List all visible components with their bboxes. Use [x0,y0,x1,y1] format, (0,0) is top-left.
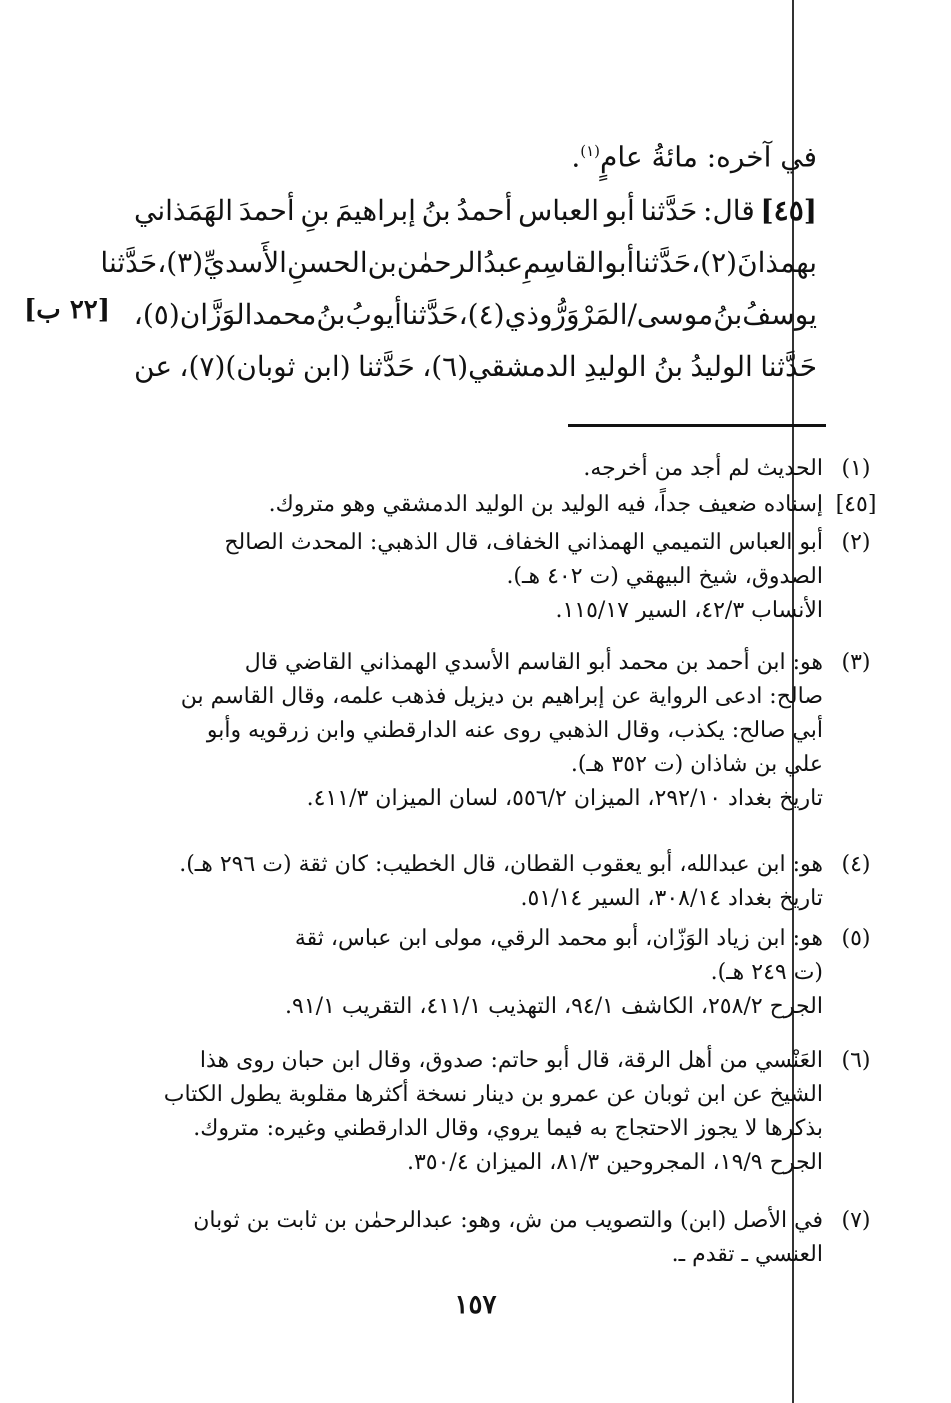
footnote-line: العنسي ـ تقدم ـ. [671,1242,823,1267]
line2-word: الهَمَذاني [134,194,234,227]
manuscript-folio-ref: [٢٢ ب] [24,295,111,325]
line3-word: القاسِمِ [523,246,605,279]
footnote-number: [٤٥] [835,492,877,517]
line3-word: بن [367,246,397,279]
line4-word: حَدَّثنا [401,298,459,331]
line5-word: حَدَّثنا [760,350,817,383]
footnote-line: بذكرها لا يجوز الاحتجاج به فيما يروي، وقال الدارقطني وغيره: متروك. [193,1116,823,1141]
line2-word: بنِ [300,194,330,227]
line4-word: الوَزَّان(٥)، [133,298,253,331]
footnote-number: (٦) [841,1048,871,1073]
footnote-line: تاريخ بغداد ٣٠٨/١٤، السير ٥١/١٤. [520,886,823,911]
footnote-line: (ت ٢٤٩ هـ). [710,960,823,985]
line2-word: أبو [604,194,635,227]
footnote-line: صالح: ادعى الرواية عن إبراهيم بن ديزيل فذهب علمه، وقال القاسم بن [180,684,823,709]
line5-word: ثوبان)(٧)، [179,350,296,383]
line2-word: حَدَّثنا [640,194,698,227]
line4-word: محمد [252,298,317,331]
footnote-line: في الأصل (ابن) والتصويب من ش، وهو: عبدالرحمٰن بن ثابت بن ثوبان [193,1208,823,1233]
footnote-number: (٤) [841,852,871,877]
line5-word: الوليدُ [690,350,753,383]
line2-word: إبراهيمَ [335,194,416,227]
line4-word: يوسفُ [742,298,817,331]
line3-word: أبو [604,246,635,279]
footnote [134,452,871,486]
line2-word: أحمدَ [238,194,295,227]
footnote-line: العَنْسي من أهل الرقة، قال أبو حاتم: صدوق، وقال ابن حبان روى هذا [199,1048,823,1073]
main-line-1 [571,128,817,180]
main-line-3 [100,240,817,286]
footnote [134,848,871,916]
line5-word: بنُ [653,350,683,383]
footnote-line: إسناده ضعيف جداً، فيه الوليد بن الوليد الدمشقي وهو متروك. [268,492,823,517]
footnote-line: تاريخ بغداد ٢٩٢/١٠، الميزان ٥٥٦/٢، لسان الميزان ٤١١/٣. [306,786,823,811]
line2-word: أحمدُ [456,194,513,227]
line2-word: بنُ [421,194,451,227]
footnote-ref-1: (١) [580,142,601,160]
footnote-line: هو: ابن أحمد بن محمد أبو القاسم الأسدي الهمذاني القاضي قال [244,650,823,675]
line2-word: قال: [703,194,755,227]
footnote [134,1204,871,1272]
footnote-separator [568,424,826,427]
page-number: ١٥٧ [454,1290,497,1320]
line4-word: بنُ [713,298,743,331]
footnote [134,646,871,816]
footnote [134,526,871,628]
footnote-line: أبو العباس التميمي الهمذاني الخفاف، قال الذهبي: المحدث الصالح [224,530,823,555]
hadith-number: [٤٥] [760,194,817,227]
footnote-line: علي بن شاذان (ت ٣٥٢ هـ). [570,752,823,777]
main-line-4 [134,292,817,338]
line4-word: موسى/ [627,298,714,331]
line3-word: الأَسديِّ(٣)، [157,246,287,279]
line2-word: العباس [518,194,600,227]
line4-word: بنُ [316,298,346,331]
line3-word: عبدُالرحمٰن [396,246,524,279]
line5-word: الوليدِ [584,350,647,383]
line5-word: الدمشقي(٦)، [422,350,577,383]
line5-word: حَدَّثنا [358,350,415,383]
line4-word: أيوبُ [345,298,402,331]
line5-word: عن [134,350,173,383]
line5-word: (ابن [302,350,351,383]
footnote-line: الشيخ عن ابن ثوبان عن عمرو بن دينار نسخة أكثرها مقلوبة يطول الكتاب [163,1082,823,1107]
line4-word: المَرْوَرُّوذي(٤)، [458,298,628,331]
footnote [134,922,871,1024]
main-line-2 [134,188,817,234]
footnote-line: الأنساب ٤٢/٣، السير ١١٥/١٧. [555,598,823,623]
main-line-1-text: في آخره: مائةُ عامٍ [600,140,817,174]
footnote-number: (١) [841,456,871,481]
footnote-line: هو: ابن عبدالله، أبو يعقوب القطان، قال الخطيب: كان ثقة (ت ٢٩٦ هـ). [179,852,823,877]
line3-word: حَدَّثنا [634,246,692,279]
line3-word: بهمذانَ(٢)، [691,246,817,279]
footnote [134,1044,871,1180]
footnote-number: (٣) [841,650,871,675]
footnote-line: هو: ابن زياد الوَزّان، أبو محمد الرقي، مولى ابن عباس، ثقة [294,926,823,951]
footnote-line: الجرح ١٩/٩، المجروحين ٨١/٣، الميزان ٣٥٠/٤. [406,1150,823,1175]
footnote-number: (٢) [841,530,871,555]
main-line-1-end: . [571,140,581,174]
footnote-number: (٧) [841,1208,871,1233]
footnote-line: الحديث لم أجد من أخرجه. [583,456,823,481]
main-line-5 [134,344,817,390]
footnote [134,488,877,522]
line3-word: حَدَّثنا [100,246,158,279]
line3-word: الحسنِ [286,246,368,279]
footnote-line: أبي صالح: يكذب، وقال الذهبي روى عنه الدارقطني وابن زرقويه وأبو [206,718,823,743]
footnote-line: الصدوق، شيخ البيهقي (ت ٤٠٢ هـ). [506,564,823,589]
footnote-line: الجرح ٢٥٨/٢، الكاشف ٩٤/١، التهذيب ٤١١/١، التقريب ٩١/١. [285,994,823,1019]
footnote-number: (٥) [841,926,871,951]
